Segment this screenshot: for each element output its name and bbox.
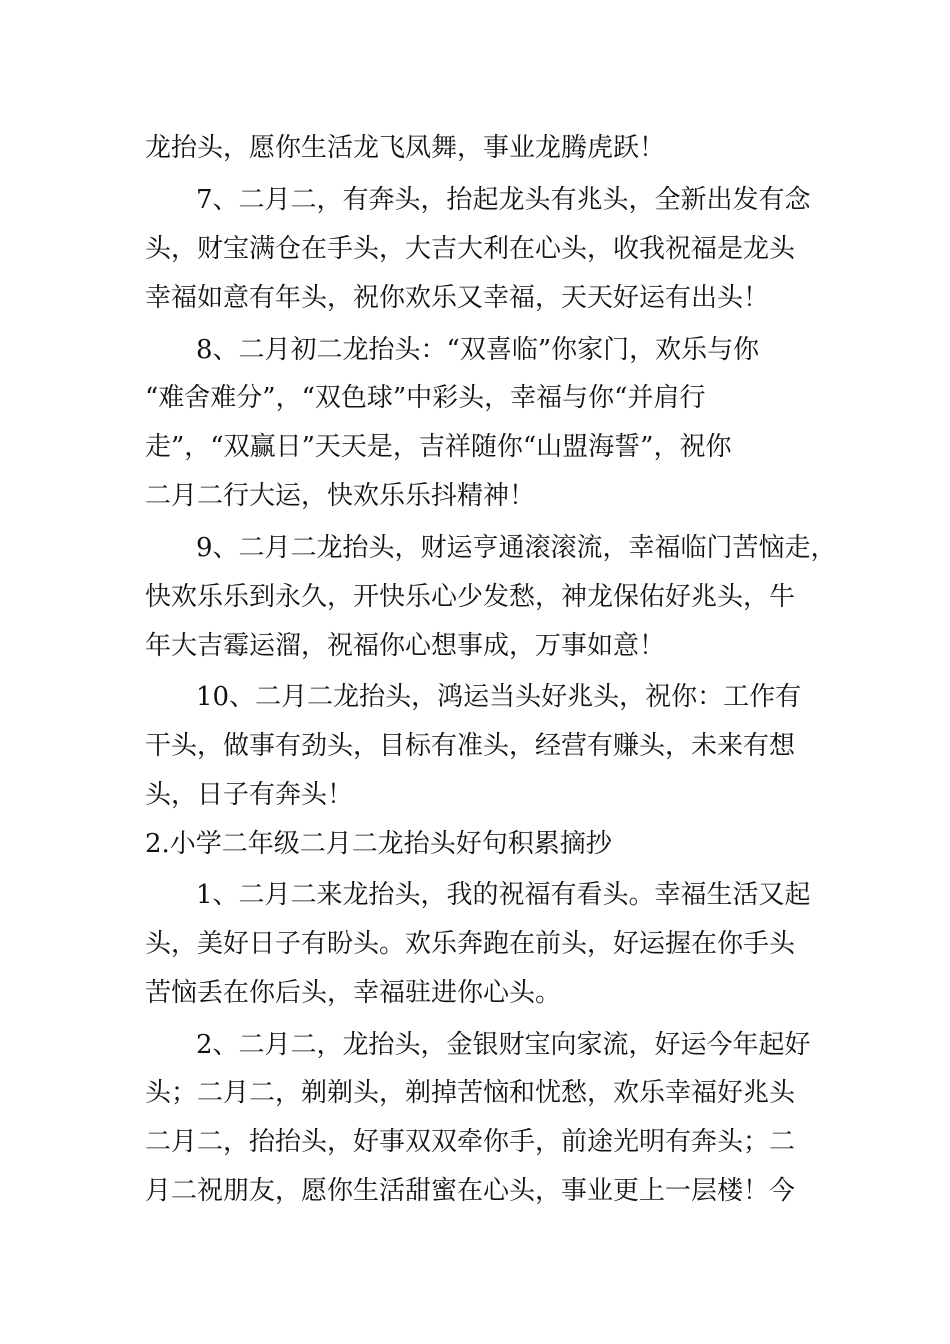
text-line: 2、二月二，龙抬头，金银财宝向家流，好运今年起好 xyxy=(196,1030,811,1060)
text-line: 苦恼丢在你后头，幸福驻进你心头。 xyxy=(145,978,562,1008)
text-line: 头，日子有奔头！ xyxy=(145,780,354,810)
text-line: 头，美好日子有盼头。欢乐奔跑在前头，好运握在你手头 xyxy=(145,929,796,959)
text-line: 10、二月二龙抬头，鸿运当头好兆头，祝你：工作有 xyxy=(196,682,802,712)
text-line: 干头，做事有劲头，目标有准头，经营有赚头，未来有想 xyxy=(145,731,796,761)
text-line: 龙抬头，愿你生活龙飞凤舞，事业龙腾虎跃！ xyxy=(145,133,666,163)
text-line: 头，财宝满仓在手头，大吉大利在心头，收我祝福是龙头 xyxy=(145,234,796,264)
text-line: “难舍难分”，“双色球”中彩头，幸福与你“并肩行 xyxy=(145,383,706,413)
text-line: 9、二月二龙抬头，财运亨通滚滚流，幸福临门苦恼走， xyxy=(196,533,837,563)
text-line: 二月二，抬抬头，好事双双牵你手，前途光明有奔头；二 xyxy=(145,1127,796,1157)
text-line: 头；二月二，剃剃头，剃掉苦恼和忧愁，欢乐幸福好兆头 xyxy=(145,1078,796,1108)
text-line: 走”，“双赢日”天天是，吉祥随你“山盟海誓”，祝你 xyxy=(145,432,732,462)
text-line: 幸福如意有年头，祝你欢乐又幸福，天天好运有出头！ xyxy=(145,283,770,313)
text-line: 年大吉霉运溜，祝福你心想事成，万事如意！ xyxy=(145,631,666,661)
text-line: 7、二月二，有奔头，抬起龙头有兆头，全新出发有念 xyxy=(196,185,811,215)
section-heading: 2.小学二年级二月二龙抬头好句积累摘抄 xyxy=(145,829,612,859)
text-line: 快欢乐乐到永久，开快乐心少发愁，神龙保佑好兆头，牛 xyxy=(145,582,796,612)
text-line: 1、二月二来龙抬头，我的祝福有看头。幸福生活又起 xyxy=(196,880,811,910)
text-line: 月二祝朋友，愿你生活甜蜜在心头，事业更上一层楼！今 xyxy=(145,1176,796,1206)
text-line: 二月二行大运，快欢乐乐抖精神！ xyxy=(145,481,536,511)
text-line: 8、二月初二龙抬头：“双喜临”你家门，欢乐与你 xyxy=(196,335,760,365)
